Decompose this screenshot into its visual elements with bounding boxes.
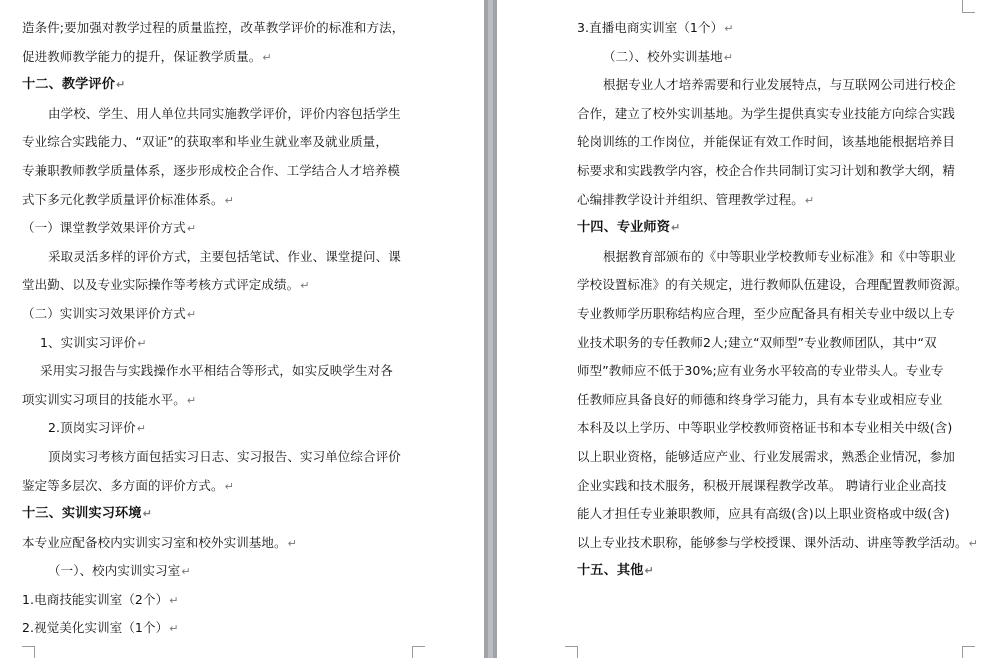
- paragraph-line: [22, 14, 414, 43]
- line-text: 1、实训实习评价: [40, 334, 137, 350]
- line-text: 十四、专业师资: [577, 220, 671, 236]
- line-text: 专兼职教师教学质量体系，逐步形成校企合作、工学结合人才培养模: [22, 162, 401, 178]
- paragraph-line: [577, 71, 963, 100]
- line-text: 合作，建立了校外实训基地。为学生提供真实专业技能方向综合实践: [577, 105, 956, 121]
- paragraph-line: [22, 472, 414, 501]
- paragraph-line: [22, 243, 414, 272]
- line-text: 专业教师学历职称结构应合理，至少应配备具有相关专业中级以上专: [577, 305, 956, 321]
- paragraph-line: [22, 529, 414, 558]
- line-text: 轮岗训练的工作岗位，并能保证有效工作时间，该基地能根据培养目: [577, 134, 956, 150]
- paragraph-mark-icon: ↵: [169, 622, 179, 636]
- paragraph-line: [577, 443, 963, 472]
- line-text: 十五、其他: [577, 563, 644, 579]
- paragraph-mark-icon: ↵: [224, 193, 234, 207]
- line-text: 十三、实训实习环境: [22, 506, 142, 522]
- line-text: 专业综合实践能力、“双证”的获取率和毕业生就业率及就业质量，: [22, 134, 388, 150]
- paragraph-line: [22, 614, 414, 643]
- paragraph-line: [577, 386, 963, 415]
- line-text: 堂出勤、以及专业实际操作等考核方式评定成绩。: [22, 277, 300, 293]
- paragraph-line: [22, 100, 414, 129]
- paragraph-mark-icon: ↵: [181, 565, 191, 579]
- paragraph-line: [577, 157, 963, 186]
- line-text: 以上职业资格，能够适应产业、行业发展需求，熟悉企业情况，参加: [577, 448, 956, 464]
- line-text: 采用实习报告与实践操作水平相结合等形式，如实反映学生对各: [40, 363, 393, 379]
- line-text: 根据教育部颁布的《中等职业学校教师专业标准》和《中等职业: [603, 248, 956, 264]
- paragraph-line: [22, 43, 414, 72]
- paragraph-mark-icon: ↵: [968, 536, 978, 550]
- line-text: 采取灵活多样的评价方式，主要包括笔试、作业、课堂提问、课: [48, 248, 401, 264]
- line-text: 企业实践和技术服务，积极开展课程教学改革。 聘请行业企业高技: [577, 477, 947, 493]
- paragraph-mark-icon: ↵: [136, 422, 147, 436]
- margin-corner-mark: [412, 646, 425, 658]
- paragraph-line: [577, 500, 963, 529]
- paragraph-line: [577, 300, 963, 329]
- paragraph-line: [22, 357, 414, 386]
- line-text: 心编排教学设计并组织、管理教学过程。: [577, 191, 804, 207]
- paragraph-mark-icon: ↵: [169, 593, 179, 607]
- margin-corner-mark: [962, 646, 975, 658]
- line-text: （一）课堂教学效果评价方式: [22, 220, 186, 236]
- line-text: 以上专业技术职称，能够参与学校授课、课外活动、讲座等教学活动。: [577, 534, 968, 550]
- line-text: 2.视觉美化实训室（1个）: [22, 620, 169, 636]
- line-text: 式下多元化教学质量评价标准体系。: [22, 191, 224, 207]
- margin-corner-mark: [962, 0, 975, 13]
- paragraph-line: [577, 186, 963, 215]
- line-text: 根据专业人才培养需要和行业发展特点，与互联网公司进行校企: [603, 77, 956, 93]
- section-heading: [22, 500, 414, 529]
- line-text: 本科及以上学历、中等职业学校教师资格证书和本专业相关中级(含): [577, 420, 953, 436]
- paragraph-line: [22, 386, 414, 415]
- paragraph-mark-icon: ↵: [262, 50, 272, 64]
- line-text: 能人才担任专业兼职教师，应具有高级(含)以上职业资格或中级(含): [577, 506, 950, 522]
- margin-corner-mark: [565, 646, 578, 658]
- paragraph-mark-icon: ↵: [300, 279, 310, 293]
- paragraph-line: [22, 186, 414, 215]
- line-text: 项实训实习项目的技能水平。: [22, 391, 186, 407]
- paragraph-mark-icon: ↵: [137, 336, 147, 350]
- paragraph-mark-icon: ↵: [644, 564, 654, 578]
- line-text: 2.顶岗实习评价: [48, 420, 136, 436]
- paragraph-line: [22, 443, 414, 472]
- line-text: 任教师应具备良好的师德和终身学习能力，具有本专业或相应专业: [577, 391, 943, 407]
- page-right-text[interactable]: [577, 14, 978, 586]
- line-text: 师型”教师应不低于30%;应有业务水平较高的专业带头人。专业专: [577, 363, 944, 379]
- paragraph-mark-icon: ↵: [116, 78, 126, 92]
- section-heading: [577, 557, 963, 586]
- line-text: （二）实训实习效果评价方式: [22, 305, 186, 321]
- section-heading: [577, 214, 963, 243]
- paragraph-mark-icon: ↵: [724, 22, 734, 35]
- line-text: （二）、校外实训基地: [603, 48, 723, 64]
- paragraph-mark-icon: ↵: [186, 307, 197, 321]
- paragraph-line: [22, 214, 414, 243]
- paragraph-line: [577, 243, 963, 272]
- paragraph-line: [22, 557, 414, 586]
- line-text: 标要求和实践教学内容，校企合作共同制订实习计划和教学大纲，精: [577, 162, 956, 178]
- paragraph-line: [577, 271, 968, 300]
- paragraph-line: [577, 414, 963, 443]
- paragraph-line: [577, 14, 963, 43]
- paragraph-mark-icon: ↵: [186, 222, 197, 236]
- line-text: 1.电商技能实训室（2个）: [22, 591, 169, 607]
- paragraph-line: [577, 329, 963, 358]
- paragraph-mark-icon: ↵: [671, 221, 681, 235]
- line-text: 十二、教学评价: [22, 77, 116, 93]
- paragraph-mark-icon: ↵: [287, 536, 297, 550]
- paragraph-line: [22, 300, 414, 329]
- page-gutter: [484, 0, 497, 658]
- paragraph-mark-icon: ↵: [142, 507, 152, 521]
- section-heading: [22, 71, 414, 100]
- paragraph-line: [577, 357, 963, 386]
- paragraph-mark-icon: ↵: [804, 193, 815, 207]
- line-text: 造条件;要加强对教学过程的质量监控，改革教学评价的标准和方法，: [22, 20, 405, 35]
- paragraph-mark-icon: ↵: [723, 50, 734, 64]
- line-text: 由学校、学生、用人单位共同实施教学评价，评价内容包括学生: [48, 105, 401, 121]
- paragraph-line: [22, 157, 414, 186]
- paragraph-line: [22, 329, 414, 358]
- line-text: 顶岗实习考核方面包括实习日志、实习报告、实习单位综合评价: [48, 448, 401, 464]
- paragraph-line: [22, 128, 414, 157]
- paragraph-line: [22, 271, 414, 300]
- document-page-right: [497, 0, 1000, 658]
- paragraph-line: [22, 586, 414, 615]
- paragraph-line: [577, 472, 963, 501]
- paragraph-mark-icon: ↵: [186, 393, 197, 407]
- line-text: 3.直播电商实训室（1个）: [577, 20, 724, 35]
- line-text: 鉴定等多层次、多方面的评价方式。: [22, 477, 224, 493]
- line-text: 业技术职务的专任教师2人;建立“双师型”专业教师团队，其中“双: [577, 334, 937, 350]
- line-text: 促进教师教学能力的提升，保证教学质量。: [22, 48, 262, 64]
- line-text: 学校设置标准》的有关规定，进行教师队伍建设，合理配置教师资源。: [577, 277, 968, 293]
- paragraph-line: [577, 529, 978, 558]
- margin-corner-mark: [22, 646, 35, 658]
- paragraph-mark-icon: ↵: [224, 479, 234, 493]
- line-text: 本专业应配备校内实训实习室和校外实训基地。: [22, 534, 287, 550]
- paragraph-line: [577, 128, 963, 157]
- paragraph-line: [22, 414, 414, 443]
- document-page-left: [0, 0, 484, 658]
- paragraph-line: [577, 100, 963, 129]
- line-text: （一）、校内实训实习室: [48, 563, 181, 579]
- page-left-text[interactable]: [22, 14, 414, 643]
- paragraph-line: [577, 43, 963, 72]
